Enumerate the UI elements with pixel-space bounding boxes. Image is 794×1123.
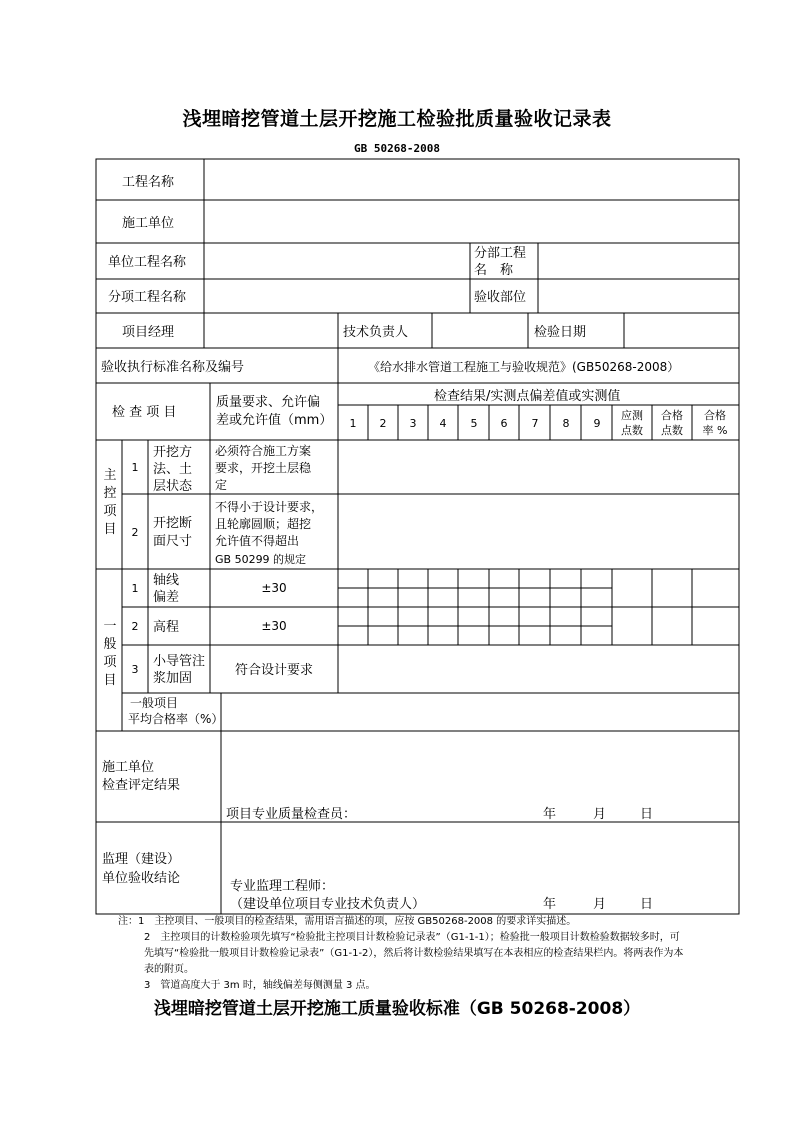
header-pass-points-2: 点数 bbox=[661, 424, 683, 437]
general-item-no: 2 bbox=[131, 620, 139, 633]
owner-tech-lead-label: （建设单位项目专业技术负责人） bbox=[230, 897, 426, 912]
main-item-requirement: 允许值不得超出 bbox=[215, 534, 300, 548]
header-pass-rate-2: 率 % bbox=[702, 424, 728, 437]
point-number: 1 bbox=[349, 417, 357, 430]
date-day: 日 bbox=[640, 807, 654, 822]
label-construction-unit: 施工单位 bbox=[122, 216, 175, 231]
general-item-requirement: 符合设计要求 bbox=[234, 663, 314, 678]
label-sub-project-name-2: 名 称 bbox=[474, 263, 514, 278]
general-item-name: 小导管注 bbox=[153, 654, 206, 669]
general-item-name: 偏差 bbox=[153, 590, 180, 605]
label-sub-project-name: 分部工程 bbox=[474, 246, 527, 261]
main-item-requirement: 不得小于设计要求， bbox=[215, 500, 324, 514]
note-1: 注：1 主控项目、一般项目的检查结果，需用语言描述的项，应按 GB50268-2008 的要求详实描述。 bbox=[118, 916, 577, 927]
label-unit-project-name: 单位工程名称 bbox=[108, 255, 187, 270]
main-item-name: 层状态 bbox=[153, 479, 193, 494]
general-item-name: 轴线 bbox=[153, 573, 180, 588]
general-group-char: 项 bbox=[103, 655, 117, 670]
table-grid bbox=[96, 159, 739, 914]
header-inspection-item: 检 查 项 目 bbox=[112, 405, 177, 420]
quality-inspector-label: 项目专业质量检查员： bbox=[226, 807, 357, 822]
point-number-headers bbox=[350, 408, 728, 437]
general-group-char: 一 bbox=[103, 619, 117, 634]
general-item-requirement: ±30 bbox=[261, 619, 287, 633]
construction-result-label: 施工单位 bbox=[102, 760, 155, 775]
header-pass-rate: 合格 bbox=[704, 409, 726, 422]
point-number: 8 bbox=[562, 417, 570, 430]
main-item-requirement: 必须符合施工方案 bbox=[215, 444, 312, 458]
main-item-no: 1 bbox=[131, 461, 139, 474]
main-item-name: 开挖方 bbox=[153, 445, 193, 460]
main-item-requirement: 定 bbox=[215, 478, 228, 492]
general-group-label bbox=[103, 619, 117, 688]
general-group-char: 目 bbox=[103, 673, 117, 688]
standard-section-title: 浅埋暗挖管道土层开挖施工质量验收标准（GB 50268-2008） bbox=[153, 999, 641, 1019]
main-item-name: 面尺寸 bbox=[153, 534, 193, 549]
main-group-label bbox=[103, 468, 117, 537]
header-should-points-2: 点数 bbox=[621, 424, 643, 437]
main-group-char: 目 bbox=[103, 522, 117, 537]
general-item-no: 1 bbox=[131, 582, 139, 595]
point-number: 3 bbox=[409, 417, 417, 430]
label-project-name: 工程名称 bbox=[122, 175, 175, 190]
point-number: 5 bbox=[470, 417, 478, 430]
point-number: 4 bbox=[439, 417, 447, 430]
main-item-requirement: GB 50299 的规定 bbox=[215, 553, 307, 566]
item-requirements bbox=[215, 443, 323, 678]
label-item-project-name: 分项工程名称 bbox=[108, 290, 187, 305]
main-group-char: 主 bbox=[103, 468, 117, 483]
label-project-manager: 项目经理 bbox=[122, 325, 175, 340]
general-average-rate-2: 平均合格率（%） bbox=[128, 712, 224, 726]
header-should-points: 应测 bbox=[621, 409, 643, 422]
acceptance-standard-value: 《给水排水管道工程施工与验收规范》(GB50268-2008） bbox=[368, 360, 680, 374]
label-inspection-date: 检验日期 bbox=[534, 325, 587, 340]
header-quality-requirement: 质量要求、允许偏 bbox=[216, 395, 321, 410]
general-group-char: 般 bbox=[103, 637, 117, 652]
supervision-conclusion-label: 监理（建设） bbox=[102, 852, 181, 867]
supervision-conclusion-label-2: 单位验收结论 bbox=[102, 871, 181, 886]
point-number: 7 bbox=[531, 417, 539, 430]
supervision-engineer-label: 专业监理工程师： bbox=[230, 879, 335, 894]
general-item-requirement: ±30 bbox=[261, 581, 287, 595]
form-title: 浅埋暗挖管道土层开挖施工检验批质量验收记录表 bbox=[182, 108, 612, 130]
label-inspection-part: 验收部位 bbox=[474, 290, 527, 305]
standard-code: GB 50268-2008 bbox=[353, 142, 441, 155]
header-inspection-results: 检查结果/实测点偏差值或实测值 bbox=[434, 389, 621, 404]
point-number: 2 bbox=[379, 417, 387, 430]
header-pass-points: 合格 bbox=[661, 409, 683, 422]
general-average-label bbox=[128, 696, 223, 726]
date-year: 年 bbox=[543, 807, 557, 822]
sign-off-sections bbox=[102, 760, 653, 912]
note-2: 2 主控项目的计数检验项先填写“检验批主控项目计数检验记录表”（G1-1-1）；检验批一般项目计数检验数据较多时，可先填写“检验批一般项目计数检验记录表”（G1-1-2），然后将计数检验结果填写在本表相应的检查结果栏内。将两表作为本表的附页。 bbox=[144, 932, 684, 975]
general-item-name: 高程 bbox=[153, 620, 180, 635]
date-day: 日 bbox=[640, 897, 654, 912]
main-group-char: 项 bbox=[103, 504, 117, 519]
main-item-no: 2 bbox=[131, 526, 139, 539]
date-month: 月 bbox=[593, 807, 607, 822]
header-quality-requirement-2: 差或允许值（mm） bbox=[216, 413, 333, 428]
construction-result-label-2: 检查评定结果 bbox=[102, 778, 181, 793]
point-number: 6 bbox=[500, 417, 508, 430]
main-group-char: 控 bbox=[103, 486, 117, 501]
label-acceptance-standard: 验收执行标准名称及编号 bbox=[101, 360, 245, 375]
form-notes bbox=[118, 914, 688, 994]
date-month: 月 bbox=[593, 897, 607, 912]
general-average-rate: 一般项目 bbox=[130, 696, 179, 710]
note-3: 3 管道高度大于 3m 时，轴线偏差每侧测量 3 点。 bbox=[144, 980, 376, 991]
general-item-no: 3 bbox=[131, 663, 139, 676]
main-item-name: 开挖断 bbox=[153, 516, 193, 531]
date-year: 年 bbox=[543, 897, 557, 912]
item-names bbox=[153, 444, 205, 686]
general-item-name: 浆加固 bbox=[153, 671, 193, 686]
main-item-requirement: 且轮廓圆顺；超挖 bbox=[215, 517, 312, 531]
point-number: 9 bbox=[593, 417, 601, 430]
main-item-name: 法、土 bbox=[153, 462, 193, 477]
main-item-requirement: 要求，开挖土层稳 bbox=[215, 461, 312, 475]
label-technical-lead: 技术负责人 bbox=[343, 325, 409, 340]
